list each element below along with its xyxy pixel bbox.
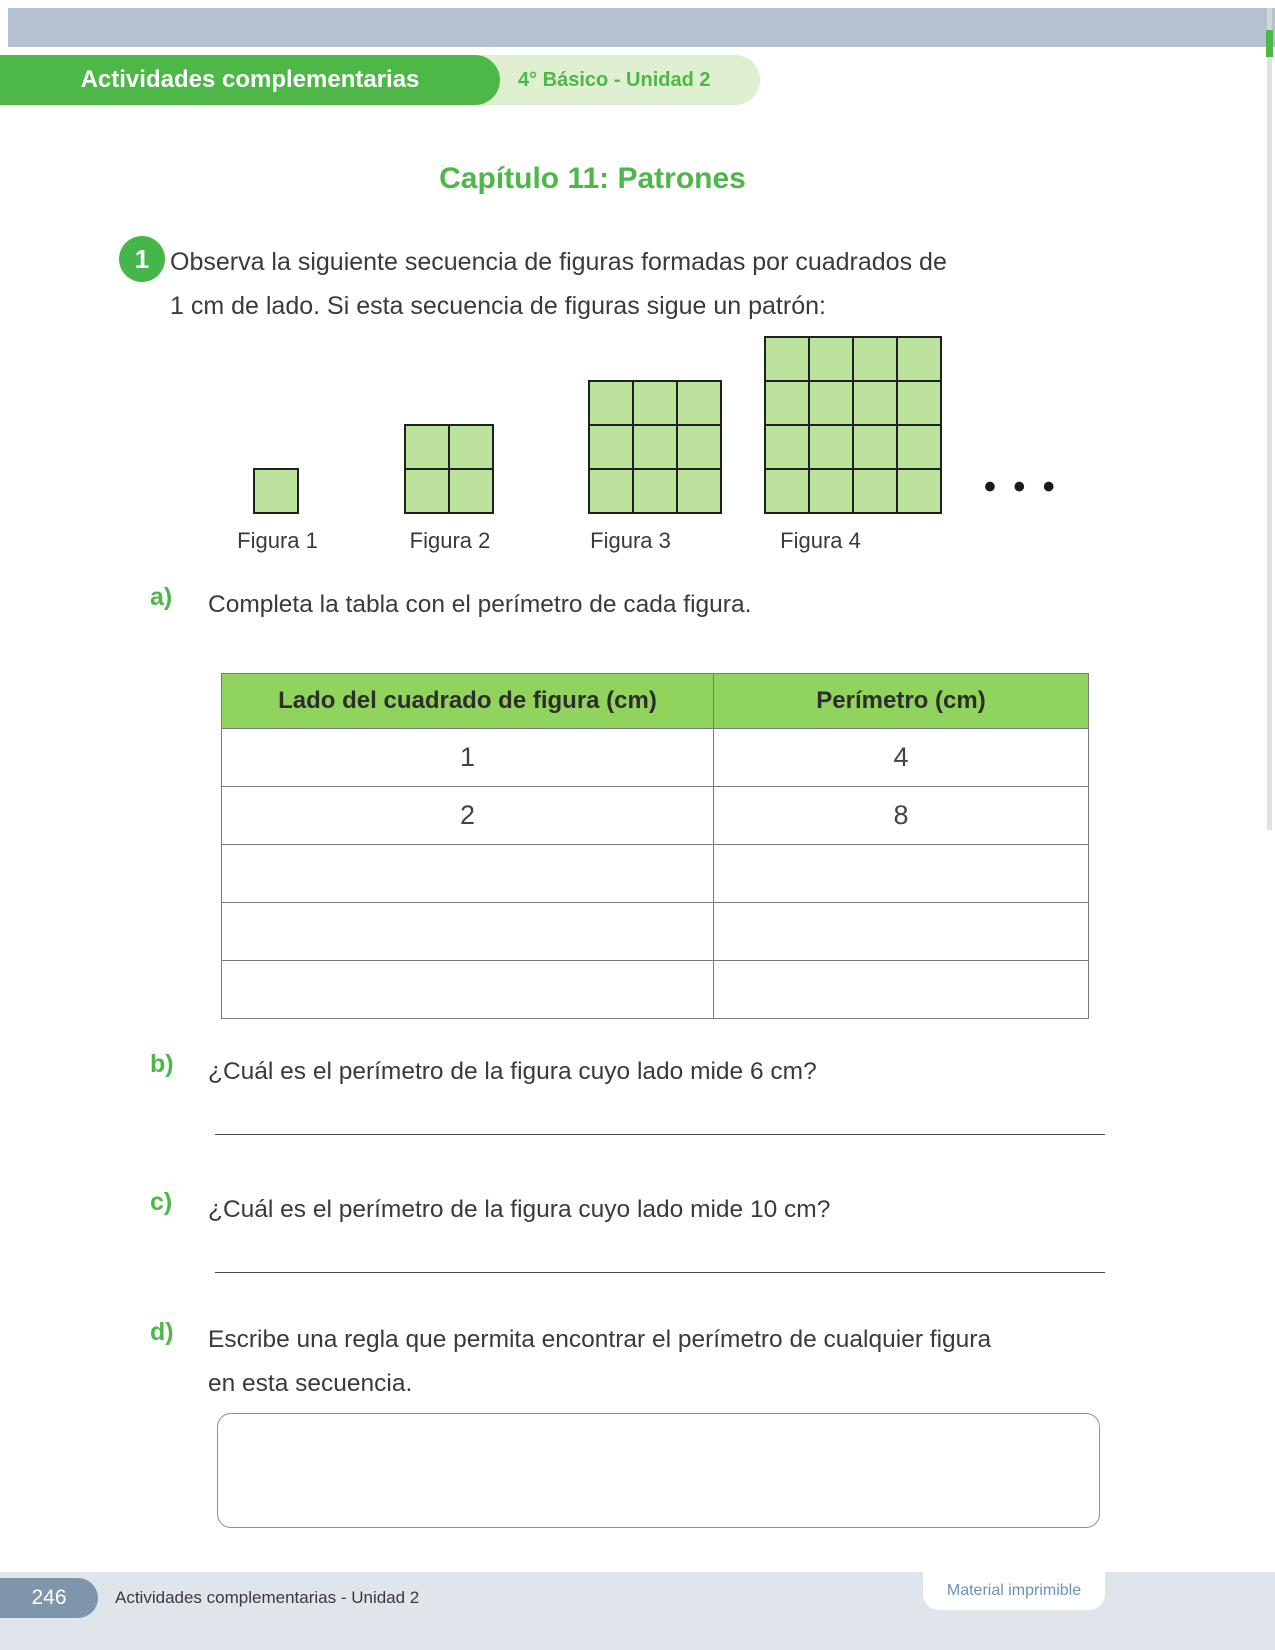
table-header-row [222, 674, 1088, 728]
grid-cell [765, 337, 809, 381]
grid-cell [254, 469, 298, 513]
grid-cell [449, 469, 493, 513]
grid-cell [765, 469, 809, 513]
grid-cell [809, 381, 853, 425]
grid-cell [677, 425, 721, 469]
grid-cell [897, 381, 941, 425]
figure-2-label: Figura 2 [409, 528, 491, 553]
grid-cell [853, 337, 897, 381]
figure-4-label: Figura 4 [780, 528, 861, 553]
table-cell-perimeter: 4 [714, 728, 1088, 786]
grid-cell [765, 381, 809, 425]
answer-box-d[interactable] [217, 1413, 1100, 1528]
exercise-prompt [170, 240, 1050, 328]
prompt-line-1: Observa la siguiente secuencia de figuras formadas por cuadrados de [170, 248, 947, 276]
grid-cell [405, 469, 449, 513]
table-cell-side-empty[interactable] [222, 902, 714, 960]
grid-cell [853, 469, 897, 513]
grid-cell [589, 425, 633, 469]
section-d-line-2: en esta secuencia. [208, 1370, 413, 1397]
grid-cell [589, 381, 633, 425]
section-d-line-1: Escribe una regla que permita encontrar el perímetro de cualquier figura [208, 1326, 992, 1353]
perimeter-table [221, 673, 1089, 1019]
top-decor-bar [8, 8, 1275, 47]
table-row [222, 786, 1088, 844]
table-row [222, 960, 1088, 1018]
exercise-number: 1 [134, 243, 150, 274]
section-a-letter: a) [150, 583, 173, 611]
table-cell-side: 2 [222, 786, 714, 844]
table-row [222, 844, 1088, 902]
section-a-text: Completa la tabla con el perímetro de cada figura. [208, 591, 752, 618]
table-row [222, 728, 1088, 786]
section-d-text [208, 1318, 1088, 1406]
grid-cell [677, 469, 721, 513]
section-c-text: ¿Cuál es el perímetro de la figura cuyo lado mide 10 cm? [208, 1196, 831, 1223]
grid-cell [633, 425, 677, 469]
grid-cell [633, 381, 677, 425]
grid-cell [897, 425, 941, 469]
table-cell-perimeter-empty[interactable] [714, 844, 1088, 902]
table-header-perimeter: Perímetro (cm) [714, 674, 1088, 728]
section-b-letter: b) [150, 1050, 174, 1078]
table-row [222, 902, 1088, 960]
grid-cell [897, 337, 941, 381]
sequence-ellipsis-dots: • • • [984, 468, 1056, 506]
page-edge-green-mark [1266, 30, 1273, 57]
figure-3-label: Figura 3 [590, 528, 671, 553]
chapter-title: Capítulo 11: Patrones [439, 162, 746, 195]
unit-badge-label: 4° Básico - Unidad 2 [518, 69, 711, 91]
figure-1-grid [253, 468, 299, 514]
grid-cell [449, 425, 493, 469]
figure-2-grid [404, 424, 494, 514]
page-number-pill [0, 1578, 98, 1618]
table-cell-perimeter: 8 [714, 786, 1088, 844]
table-body [222, 728, 1088, 1018]
page-edge-artifact [1267, 8, 1272, 830]
exercise-number-badge [119, 236, 165, 282]
section-d-letter: d) [150, 1318, 174, 1346]
header-title-bar [0, 55, 500, 105]
grid-cell [633, 469, 677, 513]
header-title: Actividades complementarias [80, 66, 420, 93]
table-cell-side-empty[interactable] [222, 844, 714, 902]
grid-cell [765, 425, 809, 469]
grid-cell [809, 337, 853, 381]
section-b-text: ¿Cuál es el perímetro de la figura cuyo lado mide 6 cm? [208, 1058, 817, 1085]
grid-cell [897, 469, 941, 513]
grid-cell [809, 469, 853, 513]
answer-line-c[interactable] [215, 1272, 1105, 1273]
section-c-letter: c) [150, 1188, 173, 1216]
figure-4-grid [764, 336, 942, 514]
answer-line-b[interactable] [215, 1134, 1105, 1135]
grid-cell [809, 425, 853, 469]
grid-cell [677, 381, 721, 425]
figure-3-grid [588, 380, 722, 514]
printable-material-label: Material imprimible [946, 1582, 1082, 1599]
printable-material-tab [923, 1572, 1105, 1610]
table-cell-perimeter-empty[interactable] [714, 960, 1088, 1018]
grid-cell [589, 469, 633, 513]
grid-cell [853, 381, 897, 425]
table-cell-perimeter-empty[interactable] [714, 902, 1088, 960]
table-cell-side: 1 [222, 728, 714, 786]
table-cell-side-empty[interactable] [222, 960, 714, 1018]
grid-cell [405, 425, 449, 469]
figure-1-label: Figura 1 [237, 528, 318, 553]
page-number: 246 [31, 1586, 67, 1609]
grid-cell [853, 425, 897, 469]
prompt-line-2: 1 cm de lado. Si esta secuencia de figuras sigue un patrón: [170, 292, 826, 320]
footer-label: Actividades complementarias - Unidad 2 [115, 1588, 420, 1607]
table-header-side: Lado del cuadrado de figura (cm) [222, 674, 714, 728]
